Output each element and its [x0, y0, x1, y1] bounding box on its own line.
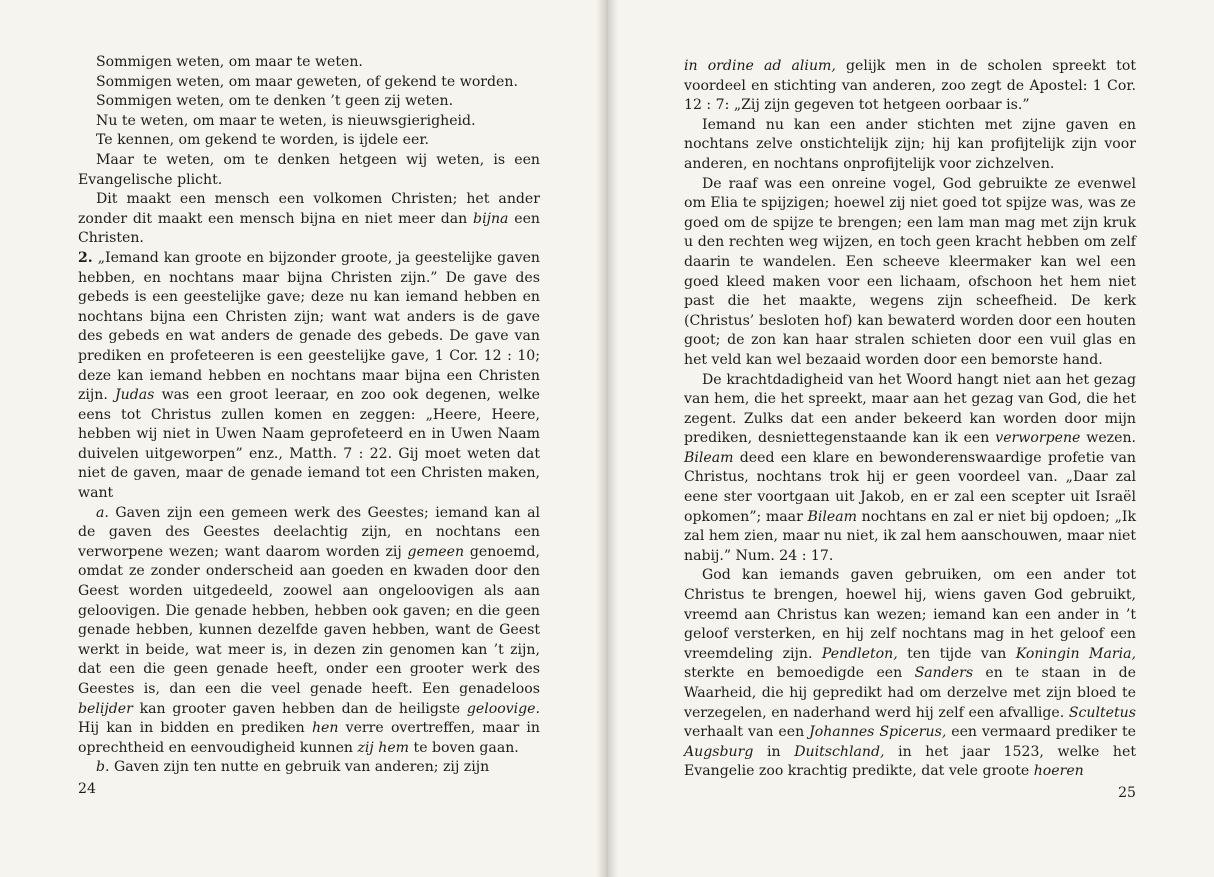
- paragraph: Iemand nu kan een ander stichten met zijne gaven en nochtans zelve onstichtelijk zijn; hij kan profijtelijk zijn voor anderen, en nochtans onprofijtelijk voor zichzelven.: [684, 116, 1136, 172]
- left-page-text: [78, 53, 540, 778]
- page-number-left: 24: [78, 780, 96, 797]
- paragraph: Te kennen, om gekend te worden, is ijdele eer.: [96, 132, 429, 149]
- paragraph: Nu te weten, om maar te weten, is nieuwsgierigheid.: [96, 112, 476, 129]
- paragraph: in ordine ad alium, gelijk men in de scholen spreekt tot voordeel en stichting van anderen, zoo zegt de Apostel: 1 Cor. 12 : 7: „Zij zijn gegeven tot hetgeen oorbaar is.”: [684, 58, 1136, 114]
- paragraph: De krachtdadigheid van het Woord hangt niet aan het gezag van hem, die het spreekt, maar aan het gezag van God, die het zegent. Zulks dat een ander bekeerd kan worden door mijn prediken, desniettegenstaande kan ik een verworpene wezen. Bileam deed een klare en bewonderenswaardige profetie van Christus, nochtans trok hij er geen voordeel van. „Daar zal eene ster voortgaan uit Jakob, en er zal een scepter uit Israël opkomen”; maar Bileam nochtans en zal er niet bij opdoen; „Ik zal hem zien, maar nu niet, ik zal hem aanschouwen, maar niet nabij.” Num. 24 : 17.: [684, 371, 1137, 564]
- right-page: [608, 0, 1214, 877]
- paragraph: Dit maakt een mensch een volkomen Christen; het ander zonder dit maakt een mensch bijna en niet meer dan bijna een Christen.: [78, 191, 540, 247]
- page-number-right: 25: [1118, 784, 1136, 801]
- right-page-text: [684, 57, 1136, 782]
- paragraph: Maar te weten, om te denken hetgeen wij weten, is een Evangelische plicht.: [78, 151, 540, 188]
- paragraph: De raaf was een onreine vogel, God gebruikte ze evenwel om Elia te spijzigen; hoewel zij niet goed tot spijze was, was ze goed om de spijze te brengen; een lam man mag met zijn kruk u den rechten weg wijzen, en toch geen kracht hebben om zelf daarin te wandelen. Een scheeve kleermaker kan wel een goed kleed maken voor een lichaam, ofschoon het hem niet past die het maakte, wegens zijn scheefheid. De kerk (Christus’ besloten hof) kan bewaterd worden door een houten goot; de zon kan haar stralen schieten door een vuil glas en het veld kan wel bezaaid worden door een bemorste hand.: [684, 175, 1136, 368]
- paragraph: Sommigen weten, om te denken ’t geen zij weten.: [96, 93, 454, 110]
- paragraph: Sommigen weten, om maar geweten, of gekend te worden.: [96, 73, 518, 90]
- paragraph: b. Gaven zijn ten nutte en gebruik van anderen; zij zijn: [96, 759, 490, 776]
- paragraph: God kan iemands gaven gebruiken, om een ander tot Christus te brengen, hoewel hij, wiens gaven God gebruikt, vreemd aan Christus kan wezen; iemand kan een ander in ’t geloof versterken, en hij zelf nochtans mag in het geloof een vreemdeling zijn. Pendleton, ten tijde van Koningin Maria, sterkte en bemoedigde een Sanders en te staan in de Waarheid, die hij gepredikt had om derzelve met zijn bloed te verzegelen, en naderhand werd hij zelf een afvallige. Scultetus verhaalt van een Johannes Spicerus, een vermaard prediker te Augsburg in Duitschland, in het jaar 1523, welke het Evangelie zoo krachtig predikte, dat vele groote hoeren: [684, 567, 1137, 780]
- paragraph: 2. „Iemand kan groote en bijzonder groote, ja geestelijke gaven hebben, en nochtans maar bijna Christen zijn.” De gave des gebeds is een geestelijke gave; deze nu kan iemand hebben en nochtans bijna een Christen zijn; want wat anders is de gave des gebeds en wat anders de genade des gebeds. De gave van prediken en profeteeren is een geestelijke gave, 1 Cor. 12 : 10; deze kan iemand hebben en nochtans maar bijna een Christen zijn. Judas was een groot leeraar, en zoo ook degenen, welke eens tot Christus zullen komen en zeggen: „Heere, Heere, hebben wij niet in Uwen Naam geprofeteerd en in Uwen Naam duivelen uitgeworpen” enz., Matth. 7 : 22. Gij moet weten dat niet de gaven, maar de genade iemand tot een Christen maken, want: [78, 249, 540, 502]
- paragraph: Sommigen weten, om maar te weten.: [96, 54, 363, 70]
- paragraph: a. Gaven zijn een gemeen werk des Geestes; iemand kan al de gaven des Geestes deelachtig zijn, en nochtans een verworpene wezen; want daarom worden zij gemeen genoemd, omdat ze zonder onderscheid aan goeden en kwaden door den Geest worden uitgedeeld, zoowel aan ongeloovigen als aan geloovigen. Die genade hebben, hebben ook gaven; en die geen genade hebben, kunnen dezelfde gaven hebben, want de Geest werkt in beide, wat meer is, in dezen zin genomen kan ’t zijn, dat een die geen genade heeft, onder een grooter werk des Geestes is, dan een die veel genade heeft. Een genadeloos belijder kan grooter gaven hebben dan de heiligste geloovige. Hij kan in bidden en prediken hen verre overtreffen, maar in oprechtheid en eenvoudigheid kunnen zij hem te boven gaan.: [78, 504, 540, 756]
